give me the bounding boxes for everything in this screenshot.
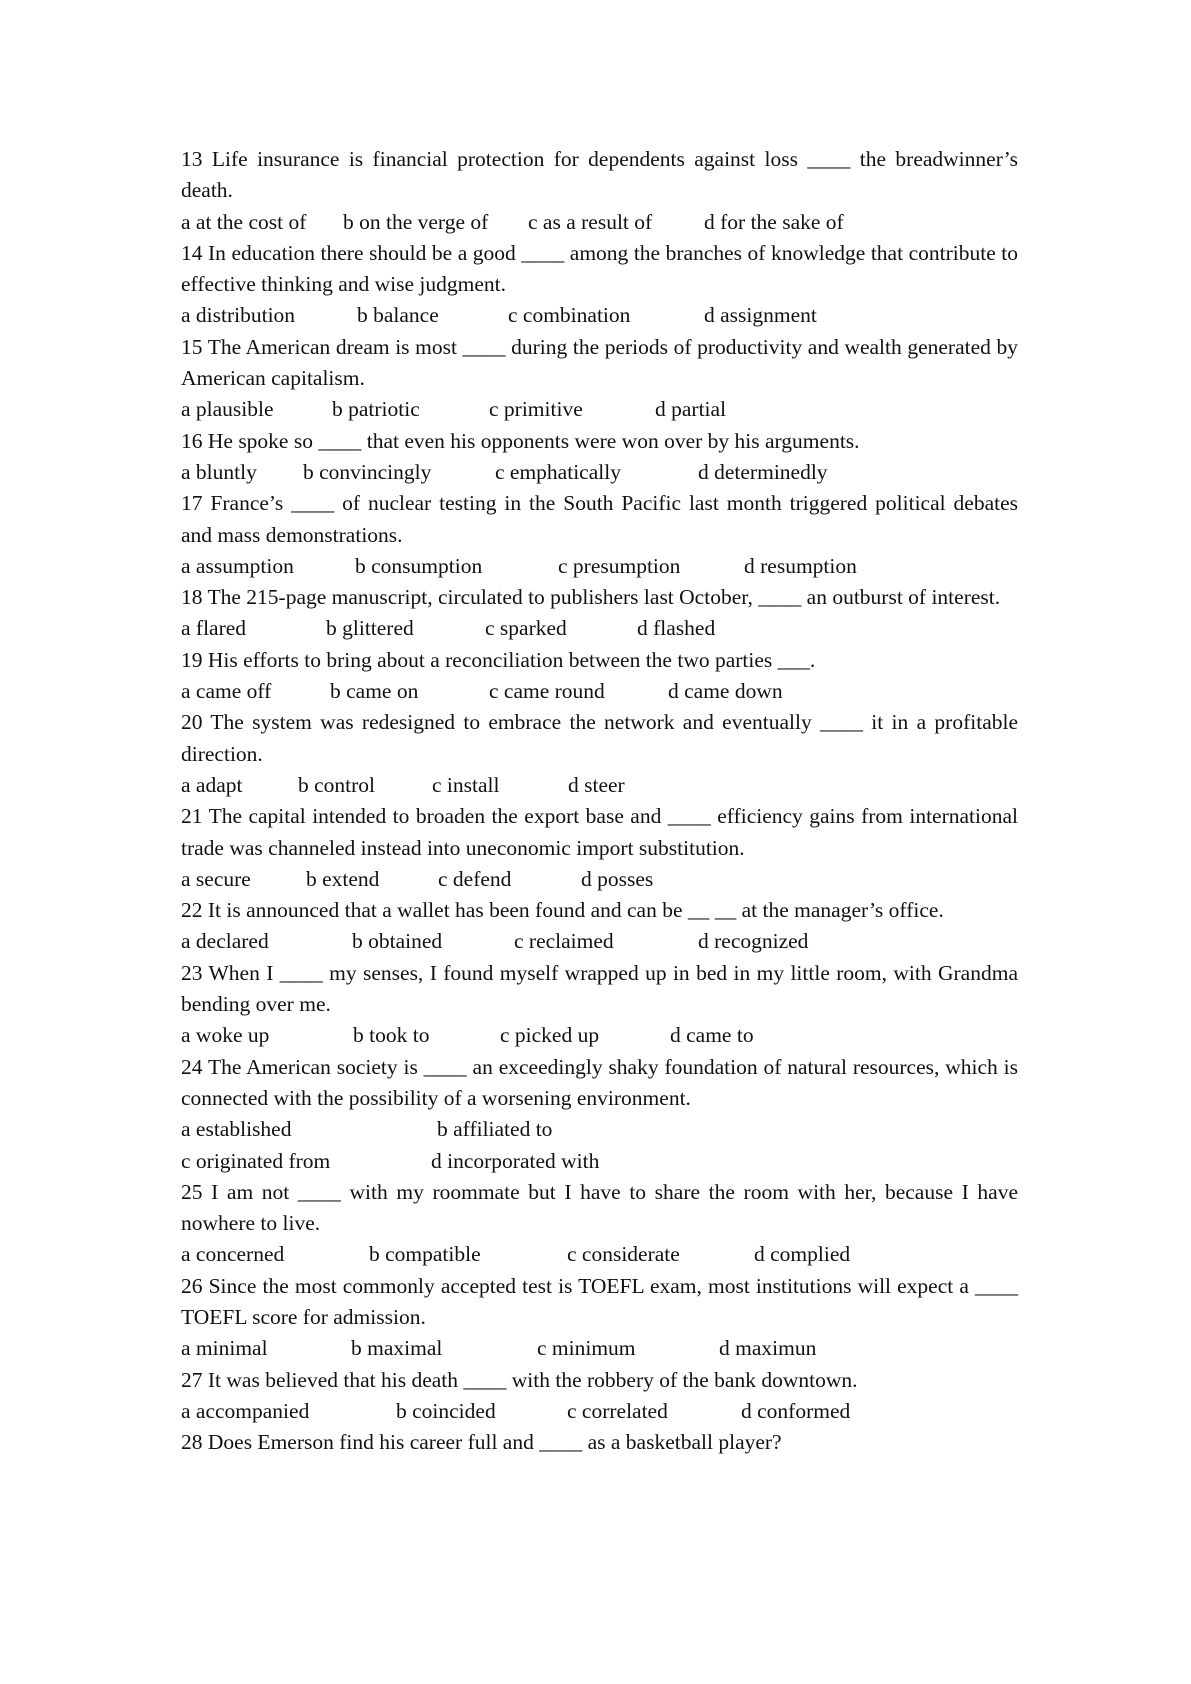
option-d: d came down xyxy=(668,679,783,704)
option-c: c originated from xyxy=(181,1148,331,1173)
option-b: b coincided xyxy=(396,1398,496,1423)
option-c: c sparked xyxy=(485,616,567,641)
answer-options xyxy=(181,770,1018,801)
question-26 xyxy=(181,1271,1018,1365)
option-b: b on the verge of xyxy=(343,209,489,234)
question-27 xyxy=(181,1365,1018,1428)
question-28 xyxy=(181,1427,1018,1458)
answer-options xyxy=(181,1396,1018,1427)
option-b: b took to xyxy=(353,1023,430,1048)
option-a: a assumption xyxy=(181,553,294,578)
option-d: d complied xyxy=(754,1242,851,1267)
answer-options xyxy=(181,864,1018,895)
option-a: a flared xyxy=(181,616,247,641)
option-d: d incorporated with xyxy=(431,1148,600,1173)
option-a: a at the cost of xyxy=(181,209,307,234)
question-stem: 25 I am not ____ with my roommate but I have to share the room with her, because I have nowhere to live. xyxy=(181,1179,1018,1236)
option-a: a declared xyxy=(181,929,269,954)
option-b: b convincingly xyxy=(303,459,432,484)
option-a: a woke up xyxy=(181,1023,270,1048)
question-stem: 17 France’s ____ of nuclear testing in the South Pacific last month triggered political debates and mass demonstrations. xyxy=(181,491,1018,547)
answer-options xyxy=(181,1020,1018,1051)
question-25 xyxy=(181,1177,1018,1271)
question-24 xyxy=(181,1052,1018,1177)
answer-options xyxy=(181,457,1018,488)
option-b: b patriotic xyxy=(332,397,420,422)
question-stem: 26 Since the most commonly accepted test is TOEFL exam, most institutions will expect a ____ TOEFL score for admission. xyxy=(181,1273,1018,1329)
option-b: b affiliated to xyxy=(437,1117,553,1142)
option-a: a distribution xyxy=(181,303,296,328)
option-c: c combination xyxy=(508,303,631,328)
answer-options xyxy=(181,676,1018,707)
option-a: a plausible xyxy=(181,397,274,422)
option-b: b obtained xyxy=(352,929,443,954)
option-a: a accompanied xyxy=(181,1398,310,1423)
question-stem: 21 The capital intended to broaden the export base and ____ efficiency gains from international trade was channeled instead into uneconomic import substitution. xyxy=(181,804,1018,860)
option-c: c emphatically xyxy=(495,459,621,484)
question-stem: 18 The 215-page manuscript, circulated to publishers last October, ____ an outburst of interest. xyxy=(181,585,1001,610)
question-14 xyxy=(181,238,1018,332)
option-d: d steer xyxy=(568,772,625,797)
question-stem: 15 The American dream is most ____ during the periods of productivity and wealth generated by American capitalism. xyxy=(181,334,1018,391)
answer-options xyxy=(181,926,1018,957)
answer-options xyxy=(181,613,1018,644)
option-a: a came off xyxy=(181,679,272,704)
answer-options xyxy=(181,551,1018,582)
option-c: c considerate xyxy=(567,1242,680,1267)
option-a: a minimal xyxy=(181,1336,268,1361)
question-17 xyxy=(181,488,1018,582)
option-d: d assignment xyxy=(704,303,817,328)
option-d: d partial xyxy=(655,397,727,422)
option-d: d conformed xyxy=(741,1398,851,1423)
question-stem: 24 The American society is ____ an exceedingly shaky foundation of natural resources, which is connected with the possibility of a worsening environment. xyxy=(181,1054,1018,1110)
option-d: d for the sake of xyxy=(704,209,844,234)
answer-options xyxy=(181,1239,1018,1270)
answer-options xyxy=(181,207,1018,238)
option-b: b compatible xyxy=(369,1242,481,1267)
answer-options xyxy=(181,1114,1018,1177)
option-c: c primitive xyxy=(489,397,583,422)
option-a: a concerned xyxy=(181,1242,285,1267)
option-b: b balance xyxy=(357,303,439,328)
question-stem: 27 It was believed that his death ____ with the robbery of the bank downtown. xyxy=(181,1367,858,1392)
question-stem: 20 The system was redesigned to embrace the network and eventually ____ it in a profitable direction. xyxy=(181,710,1018,766)
option-c: c minimum xyxy=(537,1336,636,1361)
option-c: c install xyxy=(432,772,500,797)
option-c: c as a result of xyxy=(528,209,653,234)
option-d: d came to xyxy=(670,1023,754,1048)
option-a: a adapt xyxy=(181,772,243,797)
question-stem: 16 He spoke so ____ that even his opponents were won over by his arguments. xyxy=(181,428,860,453)
question-23 xyxy=(181,958,1018,1052)
option-c: c came round xyxy=(489,679,605,704)
question-stem: 19 His efforts to bring about a reconciliation between the two parties ___. xyxy=(181,647,816,672)
option-d: d recognized xyxy=(698,929,809,954)
question-stem: 23 When I ____ my senses, I found myself wrapped up in bed in my little room, with Grandma bending over me. xyxy=(181,960,1018,1017)
option-d: d maximun xyxy=(719,1336,817,1361)
question-15 xyxy=(181,332,1018,426)
question-stem: 22 It is announced that a wallet has been found and can be __ __ at the manager’s office. xyxy=(181,898,944,923)
question-13 xyxy=(181,144,1018,238)
option-b: b came on xyxy=(330,679,419,704)
option-c: c picked up xyxy=(500,1023,600,1048)
option-b: b consumption xyxy=(355,553,483,578)
question-20 xyxy=(181,707,1018,801)
answer-options xyxy=(181,300,1018,331)
option-d: d resumption xyxy=(744,553,857,578)
document-page xyxy=(181,144,1018,1458)
question-stem: 14 In education there should be a good ____ among the branches of knowledge that contribute to effective thinking and wise judgment. xyxy=(181,240,1018,297)
question-stem: 28 Does Emerson find his career full and ____ as a basketball player? xyxy=(181,1430,782,1455)
question-stem: 13 Life insurance is financial protection for dependents against loss ____ the breadwinner’s death. xyxy=(181,147,1018,203)
option-c: c correlated xyxy=(567,1398,668,1423)
question-22 xyxy=(181,895,1018,958)
question-21 xyxy=(181,801,1018,895)
option-c: c defend xyxy=(438,866,512,891)
option-d: d flashed xyxy=(637,616,716,641)
option-b: b extend xyxy=(306,866,380,891)
option-d: d determinedly xyxy=(698,459,828,484)
question-18 xyxy=(181,582,1018,645)
answer-options xyxy=(181,394,1018,425)
option-a: a bluntly xyxy=(181,459,257,484)
option-b: b control xyxy=(298,772,376,797)
option-c: c presumption xyxy=(558,553,681,578)
option-a: a established xyxy=(181,1117,292,1142)
question-19 xyxy=(181,645,1018,708)
question-16 xyxy=(181,426,1018,489)
option-a: a secure xyxy=(181,866,251,891)
option-c: c reclaimed xyxy=(514,929,614,954)
option-d: d posses xyxy=(581,866,654,891)
option-b: b glittered xyxy=(326,616,414,641)
option-b: b maximal xyxy=(351,1336,443,1361)
answer-options xyxy=(181,1333,1018,1364)
